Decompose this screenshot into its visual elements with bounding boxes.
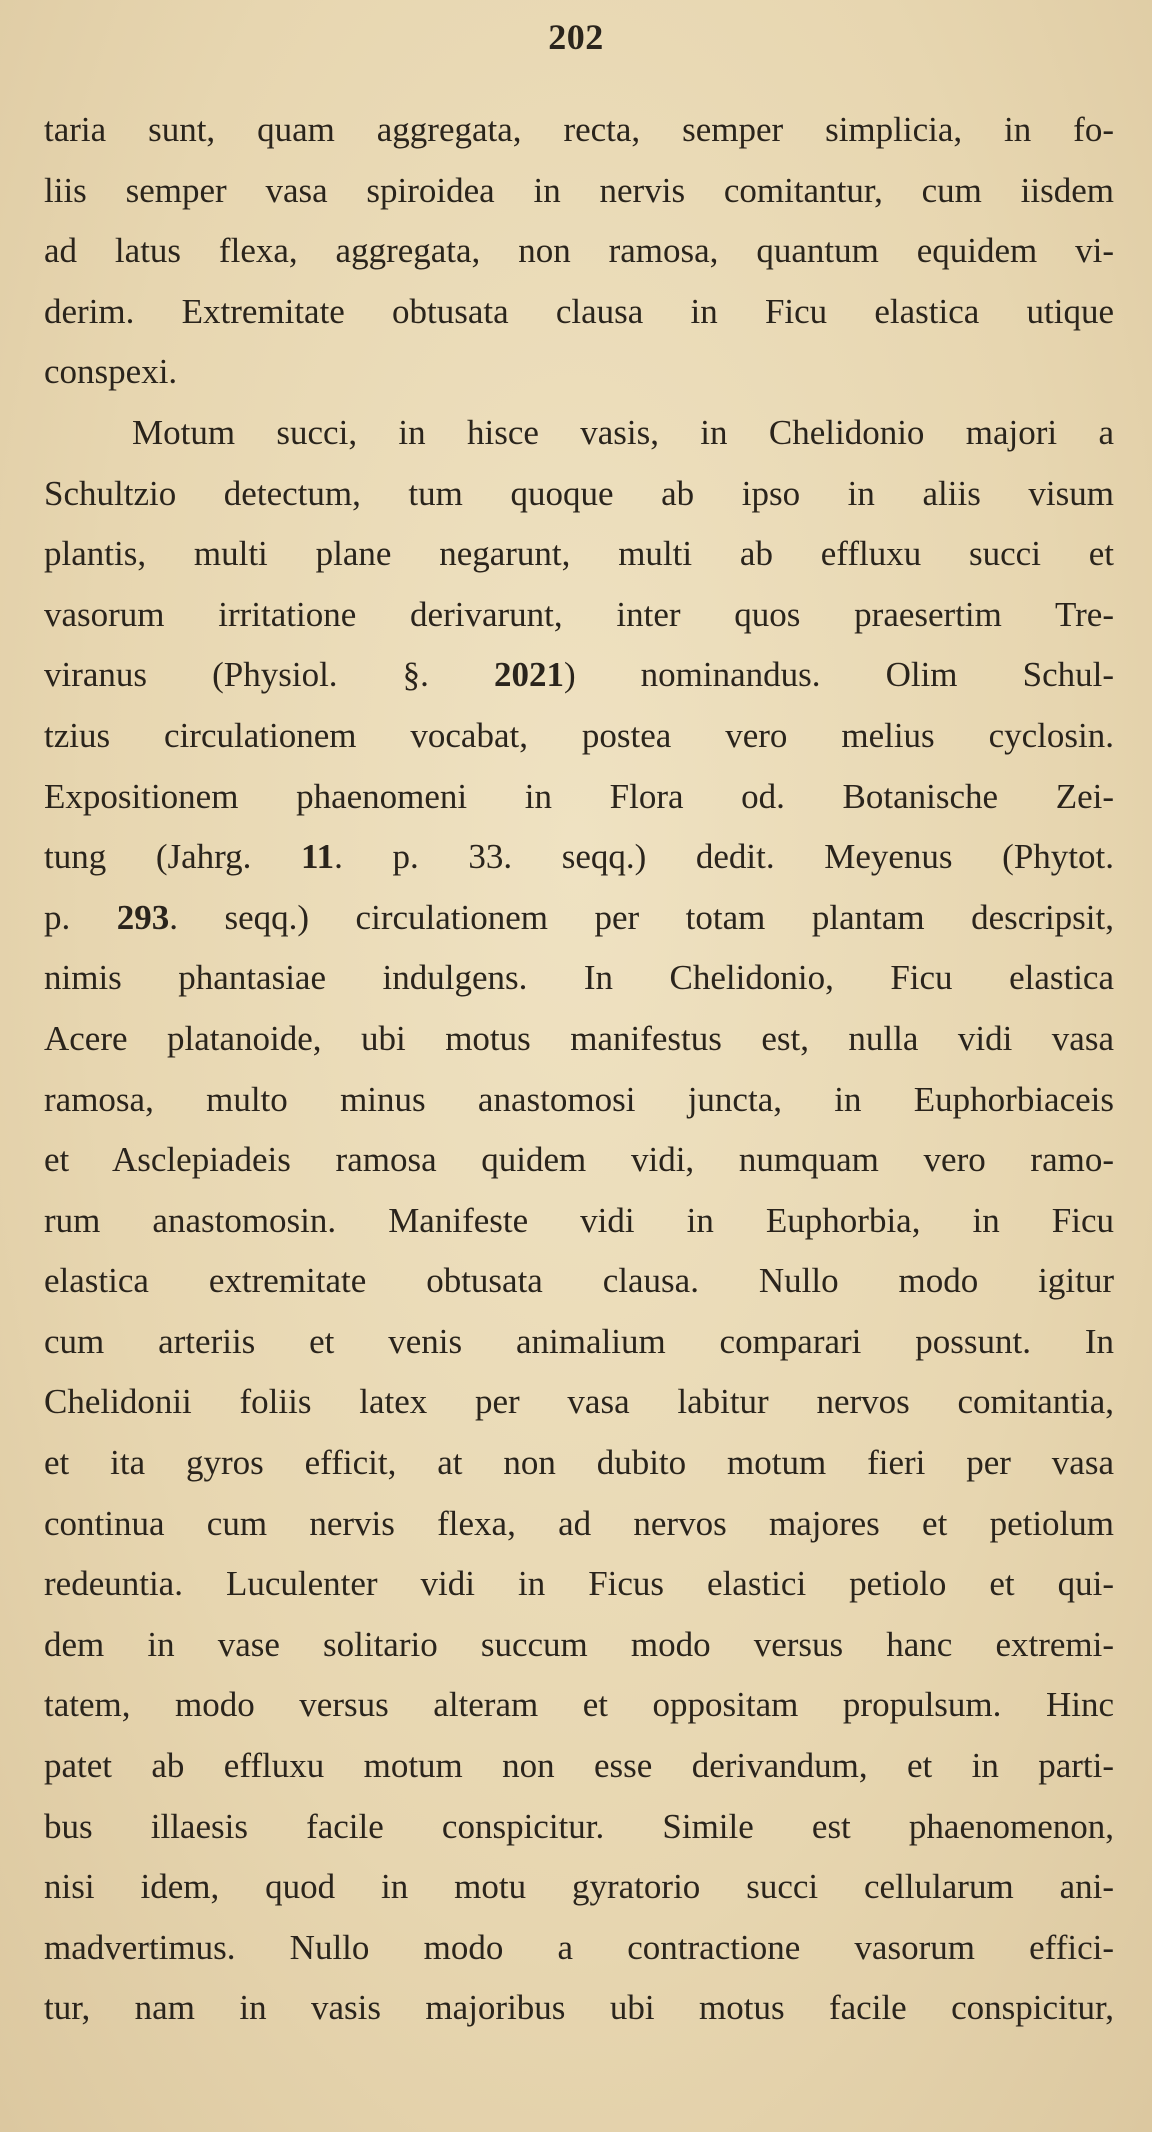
text-line: et Asclepiadeis ramosa quidem vidi, numquam vero ramo- <box>44 1140 1114 1180</box>
text-line: et ita gyros efficit, at non dubito motum fieri per vasa <box>44 1443 1114 1483</box>
text-line: elastica extremitate obtusata clausa. Nullo modo igitur <box>44 1261 1114 1301</box>
text-line: plantis, multi plane negarunt, multi ab effluxu succi et <box>44 534 1114 574</box>
text-line: tung (Jahrg. 11. p. 33. seqq.) dedit. Meyenus (Phytot. <box>44 837 1114 877</box>
text-line: viranus (Physiol. §. 2021) nominandus. Olim Schul- <box>44 655 1114 695</box>
text-line: Acere platanoide, ubi motus manifestus est, nulla vidi vasa <box>44 1018 1114 1058</box>
text-line: cum arteriis et venis animalium comparari possunt. In <box>44 1321 1114 1361</box>
body-text <box>44 100 1114 2039</box>
text-line: tzius circulationem vocabat, postea vero melius cyclosin. <box>44 715 1114 755</box>
text-line: liis semper vasa spiroidea in nervis comitantur, cum iisdem <box>44 170 1114 210</box>
text-line: tur, nam in vasis majoribus ubi motus facile conspicitur, <box>44 1988 1114 2028</box>
text-line: patet ab effluxu motum non esse derivandum, et in parti- <box>44 1746 1114 1786</box>
text-line: madvertimus. Nullo modo a contractione vasorum effici- <box>44 1927 1114 1967</box>
text-line: p. 293. seqq.) circulationem per totam plantam descripsit, <box>44 897 1114 937</box>
text-line: conspexi. <box>44 352 178 392</box>
text-line: tatem, modo versus alteram et oppositam propulsum. Hinc <box>44 1685 1114 1725</box>
text-line: nisi idem, quod in motu gyratorio succi cellularum ani- <box>44 1867 1114 1907</box>
text-line: ad latus flexa, aggregata, non ramosa, quantum equidem vi- <box>44 231 1114 271</box>
text-line: Schultzio detectum, tum quoque ab ipso in aliis visum <box>44 473 1114 513</box>
text-line: Chelidonii foliis latex per vasa labitur nervos comitantia, <box>44 1382 1114 1422</box>
text-line: redeuntia. Luculenter vidi in Ficus elastici petiolo et qui- <box>44 1564 1114 1604</box>
text-line: bus illaesis facile conspicitur. Simile est phaenomenon, <box>44 1806 1114 1846</box>
text-line: ramosa, multo minus anastomosi juncta, in Euphorbiaceis <box>44 1079 1114 1119</box>
page-number: 202 <box>548 17 604 57</box>
paragraph-start-line: Motum succi, in hisce vasis, in Chelidonio majori a <box>132 412 1114 452</box>
text-line: continua cum nervis flexa, ad nervos majores et petiolum <box>44 1503 1114 1543</box>
text-line: derim. Extremitate obtusata clausa in Ficu elastica utique <box>44 291 1114 331</box>
text-line: vasorum irritatione derivarunt, inter quos praesertim Tre- <box>44 594 1114 634</box>
text-line: rum anastomosin. Manifeste vidi in Euphorbia, in Ficu <box>44 1200 1114 1240</box>
text-line: Expositionem phaenomeni in Flora od. Botanische Zei- <box>44 776 1114 816</box>
text-line: nimis phantasiae indulgens. In Chelidonio, Ficu elastica <box>44 958 1114 998</box>
text-line: taria sunt, quam aggregata, recta, semper simplicia, in fo- <box>44 110 1114 149</box>
text-line: dem in vase solitario succum modo versus hanc extremi- <box>44 1624 1114 1664</box>
